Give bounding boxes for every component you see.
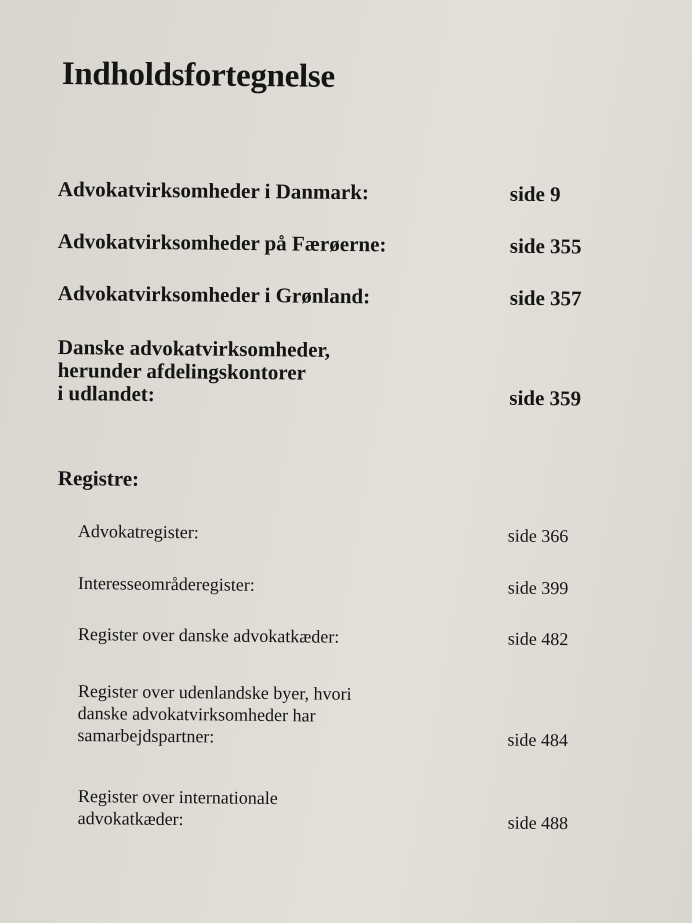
toc-entry-label: Advokatvirksomheder i Grønland: <box>57 281 371 309</box>
register-entry-page: side 484 <box>507 729 569 751</box>
toc-entry-page: side 357 <box>509 285 582 311</box>
register-entry <box>77 623 569 650</box>
register-entry-label: Register over udenlandske byer, hvori <box>77 680 352 704</box>
toc-entry-label: Advokatvirksomheder i Danmark: <box>57 177 370 205</box>
register-entry-page: side 482 <box>507 628 569 650</box>
register-entry <box>77 572 569 599</box>
toc-entry-label: Danske advokatvirksomheder, <box>57 335 331 362</box>
register-entry-label: danske advokatvirksomheder har <box>77 702 316 726</box>
register-entry-label: Register over danske advokatkæder: <box>77 623 340 647</box>
register-entry <box>77 785 569 834</box>
register-entry-label: Interesseområderegister: <box>77 572 255 595</box>
toc-entry-page: side 9 <box>509 181 561 207</box>
page-title: Indholdsfortegnelse <box>61 56 335 95</box>
toc-entry-page: side 359 <box>509 385 582 411</box>
toc-entry-label: Advokatvirksomheder på Færøerne: <box>57 229 387 257</box>
toc-entry <box>57 177 561 207</box>
register-entry <box>77 680 569 751</box>
register-entry-label: advokatkæder: <box>77 807 184 830</box>
register-entry-label: samarbejdspartner: <box>77 724 215 747</box>
register-entry-page: side 399 <box>507 577 569 599</box>
toc-entry-page: side 355 <box>509 233 582 259</box>
toc-entry <box>57 281 582 311</box>
toc-entry-label: herunder afdelingskontorer <box>57 357 307 385</box>
register-entry <box>77 520 569 547</box>
register-entry-page: side 488 <box>507 812 569 834</box>
register-entry-label: Register over internationale <box>77 785 278 809</box>
register-entry-label: Advokatregister: <box>77 520 199 543</box>
toc-entry <box>57 229 582 259</box>
registers-heading: Registre: <box>57 466 140 491</box>
register-entry-page: side 366 <box>507 525 569 547</box>
toc-entry <box>57 335 582 411</box>
toc-entry-label: i udlandet: <box>57 380 155 407</box>
